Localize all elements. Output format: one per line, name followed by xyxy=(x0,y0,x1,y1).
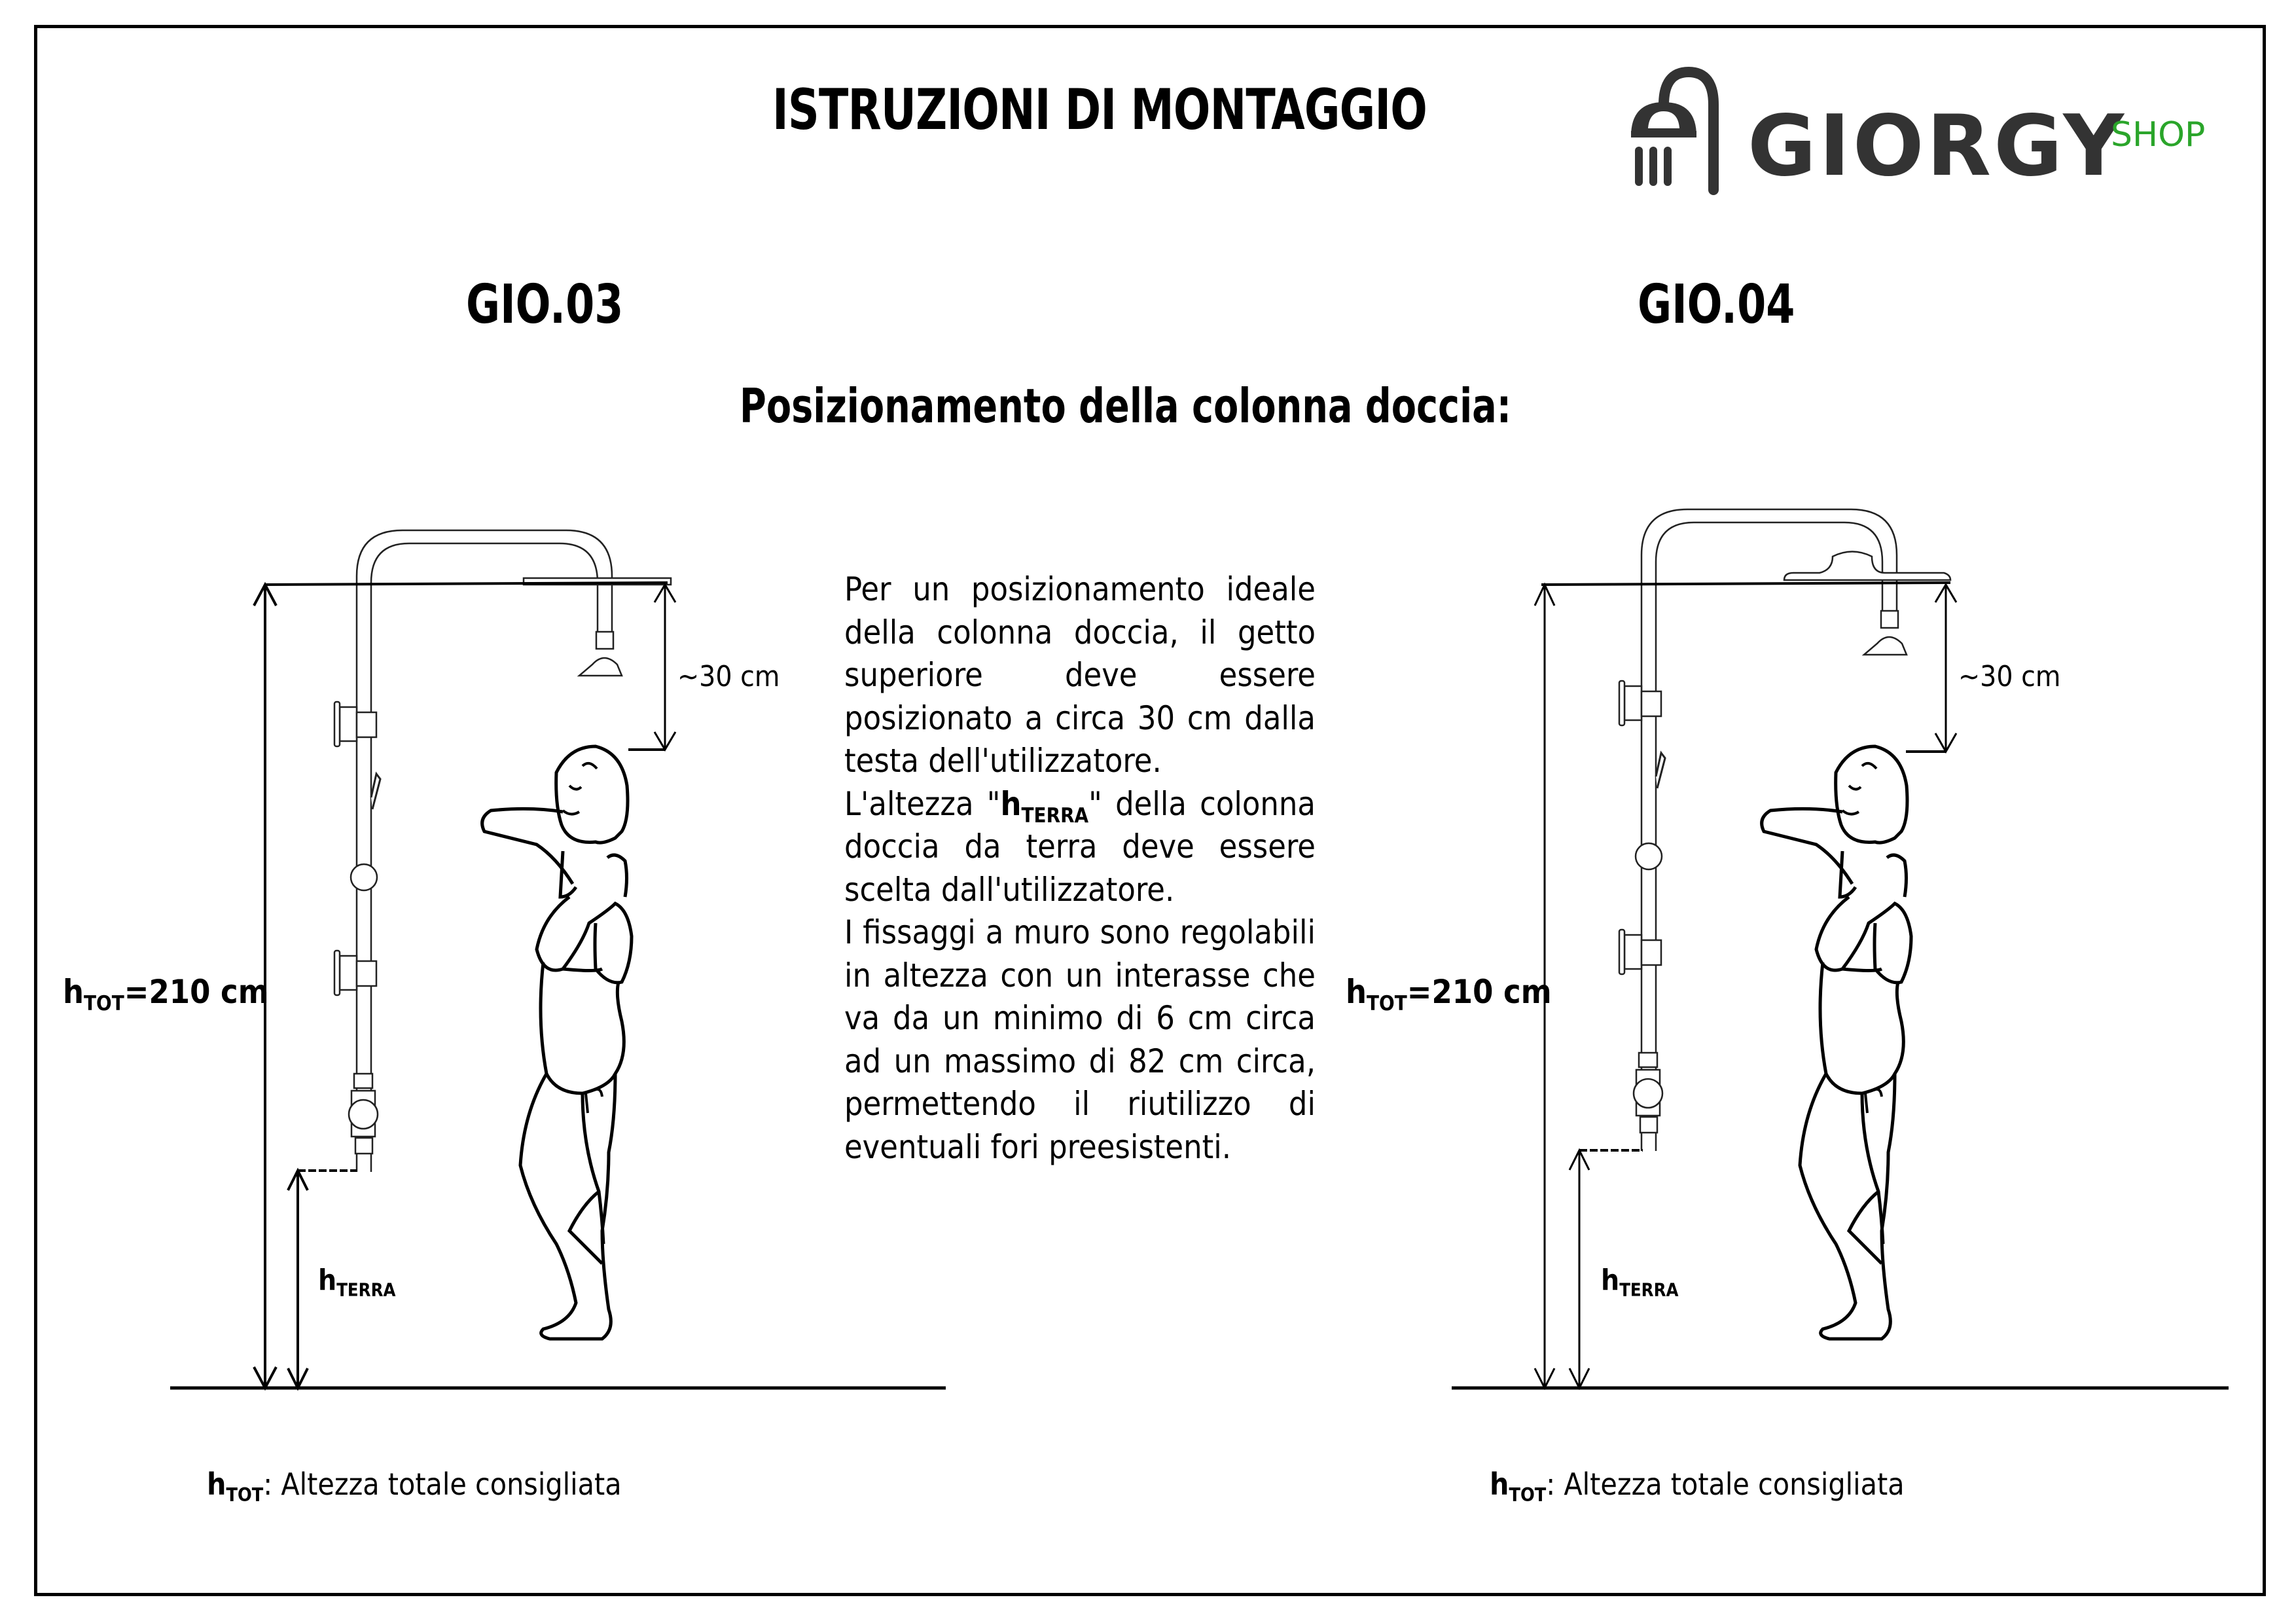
hterra-label-right: $h_{TERRA}$ xyxy=(1601,1264,1679,1301)
model-label-left: GIO.03 xyxy=(466,274,624,336)
brand-name: GIORGY xyxy=(1748,98,2126,195)
model-label-right: GIO.04 xyxy=(1638,274,1795,336)
htot-label-right: $h_{TOT}=210$ cm xyxy=(1346,973,1552,1015)
section-subtitle: Posizionamento della colonna doccia: xyxy=(740,378,1512,433)
head-gap-label-left: ~30 cm xyxy=(677,660,780,693)
htot-label-left: $h_{TOT}=210$ cm xyxy=(63,973,269,1015)
legend-left: $h_{TOT}$: Altezza totale consigliata xyxy=(207,1467,622,1506)
brand-suffix: SHOP xyxy=(2111,115,2206,155)
instructions-part-2: L'altezza "$h_{TERRA}$" della colonna doccia da terra deve essere scelta dall'utilizzatore. xyxy=(844,784,1316,909)
instructions-text xyxy=(844,568,1316,1169)
diagram-left xyxy=(170,530,946,1388)
instructions-part-1: Per un posizionamento ideale della colonna doccia, il getto superiore deve essere posizionato a circa 30 cm dalla testa dell'utilizzatore. xyxy=(844,570,1316,780)
instructions-part-3: I fissaggi a muro sono regolabili in altezza con un interasse che va da un minimo di 6 cm circa ad un massimo di 82 cm circa, permettendo il riutilizzo di eventuali fori preesistenti. xyxy=(844,913,1316,1166)
head-gap-label-right: ~30 cm xyxy=(1958,660,2061,693)
diagram-right xyxy=(1452,509,2229,1388)
hterra-label-left: $h_{TERRA}$ xyxy=(318,1264,396,1301)
document-title: ISTRUZIONI DI MONTAGGIO xyxy=(772,77,1427,143)
legend-right: $h_{TOT}$: Altezza totale consigliata xyxy=(1490,1467,1905,1506)
